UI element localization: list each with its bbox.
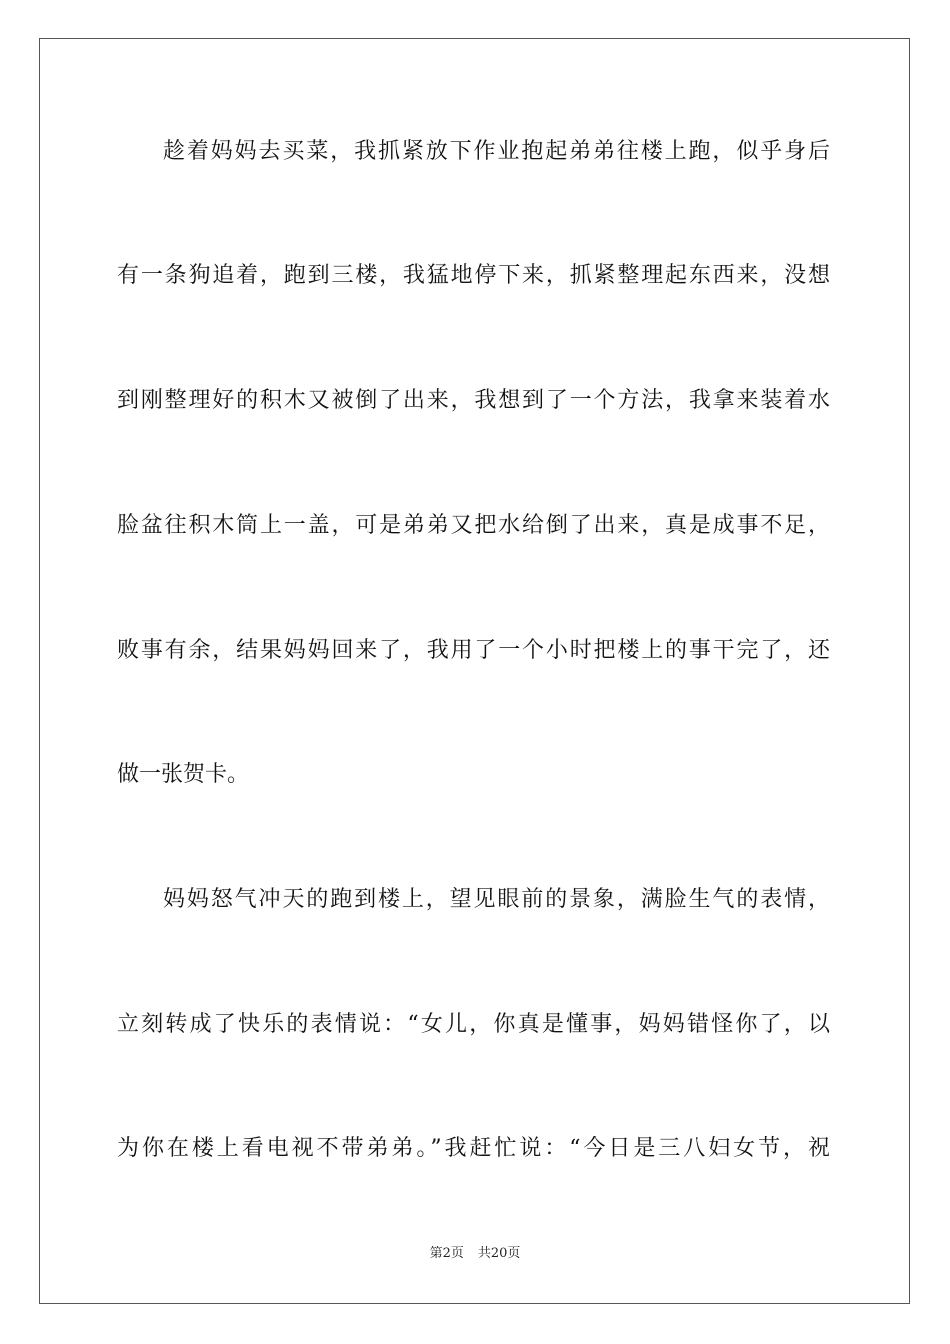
paragraph-line-4: 脸盆往积木筒上一盖，可是弟弟又把水给倒了出来，真是成事不足， <box>117 513 830 538</box>
paragraph-line-6: 做一张贺卡。 <box>117 762 250 787</box>
page-footer <box>0 1245 950 1263</box>
page-number: 第2页 <box>429 1246 464 1261</box>
paragraph-line-3: 到刚整理好的积木又被倒了出来，我想到了一个方法，我拿来装着水 <box>117 388 830 413</box>
paragraph-line-7: 妈妈怒气冲天的跑到楼上，望见眼前的景象，满脸生气的表情， <box>163 887 830 912</box>
paragraph-line-9: 为你在楼上看电视不带弟弟。”我赶忙说：“今日是三八妇女节，祝 <box>117 1136 830 1161</box>
paragraph-line-8: 立刻转成了快乐的表情说：“女儿，你真是懂事，妈妈错怪你了，以 <box>117 1012 830 1037</box>
page-total: 共20页 <box>477 1246 521 1261</box>
page-border <box>39 38 910 1304</box>
paragraph-line-5: 败事有余，结果妈妈回来了，我用了一个小时把楼上的事干完了，还 <box>117 638 830 663</box>
paragraph-line-1: 趁着妈妈去买菜，我抓紧放下作业抱起弟弟往楼上跑，似乎身后 <box>163 139 830 164</box>
paragraph-line-2: 有一条狗追着，跑到三楼，我猛地停下来，抓紧整理起东西来，没想 <box>117 263 830 288</box>
